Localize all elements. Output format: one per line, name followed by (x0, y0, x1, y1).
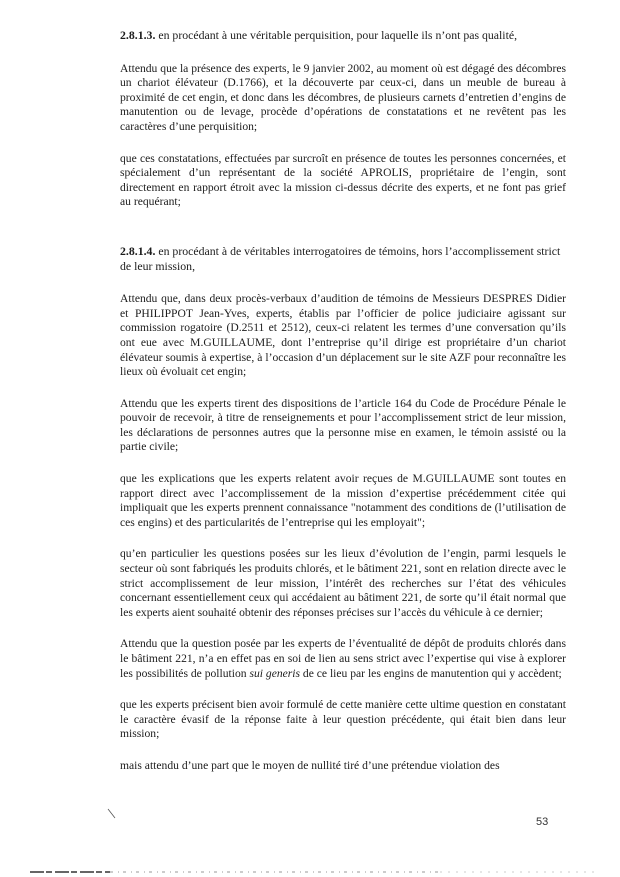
paragraph: que ces constatations, effectuées par surcroît en présence de toutes les personnes concernées, et spécialement d’un représentant de la société APROLIS, propriétaire de l’engin, sont directement en rapport étroit avec la mission ci-dessus décrite des experts, et ne font pas grief au requérant; (120, 151, 566, 209)
paragraph-text: Attendu que la question posée par les experts de l’éventualité de dépôt de produits chlorés dans le bâtiment 221, n’a en effet pas en soi de lien au sens strict avec l’expertise qui vise à explorer les possibilités de pollution (120, 637, 566, 680)
scan-edge-artifact (0, 870, 620, 874)
page-number: 53 (536, 816, 549, 828)
italic-term: sui generis (249, 666, 301, 680)
paragraph: qu’en particulier les questions posées sur les lieux d’évolution de l’engin, parmi lesquels le secteur où sont fabriqués les produits chlorés, et le bâtiment 221, sont en relation directe avec le strict accomplissement de leur mission, l’intérêt des recherches sur l’état des véhicules concernant essentiellement ceux qui accédaient au bâtiment 221, de sorte qu’il était normal que les experts aient souhaité obtenir des réponses précises sur l’accès du véhicule à ce dernier; (120, 547, 566, 619)
paragraph: Attendu que la présence des experts, le 9 janvier 2002, au moment où est dégagé des décombres un chariot élévateur (D.1766), et la découverte par ceux-ci, dans un meuble de bureau à proximité de cet engin, et donc dans les décombres, de plusieurs carnets d’entretien d’engins de manutention ou de levage, procède d’opérations de constatations et ne revêtent pas les caractères d’une perquisition; (120, 61, 566, 133)
paragraph: mais attendu d’une part que le moyen de nullité tiré d’une prétendue violation des (120, 758, 500, 772)
section-heading-2-8-1-4 (120, 244, 566, 273)
document-body (120, 28, 566, 774)
section-number: 2.8.1.3. (120, 28, 156, 42)
section-heading-2-8-1-3 (120, 28, 566, 43)
paragraph: Attendu que les experts tirent des dispositions de l’article 164 du Code de Procédure Pénale le pouvoir de recevoir, à titre de renseignements et pour l’accomplissement strict de leur mission, les déclarations de personnes autres que la personne mise en examen, le témoin assisté ou la partie civile; (120, 396, 566, 454)
scan-artifact-mark (107, 808, 117, 820)
section-number: 2.8.1.4. (120, 243, 156, 258)
paragraph: que les experts précisent bien avoir formulé de cette manière cette ultime question en constatant le caractère évasif de la réponse faite à leur question précédente, qui était bien dans leur mission; (120, 698, 566, 741)
section-title: en procédant à de véritables interrogatoires de témoins, hors l’accomplissement strict de leur mission, (120, 243, 561, 273)
paragraph-text: de ce lieu par les engins de manutention qui y accèdent; (300, 666, 562, 680)
paragraph: que les explications que les experts relatent avoir reçues de M.GUILLAUME sont toutes en rapport direct avec l’accomplissement de la mission d’expertise précédemment citée qui impliquait que les experts prennent connaissance "notamment des conditions de (l’utilisation de ces engins) et des particularités de l’entreprise qui les employait"; (120, 472, 566, 529)
paragraph: Attendu que, dans deux procès-verbaux d’audition de témoins de Messieurs DESPRES Didier et PHILIPPOT Jean-Yves, experts, établis par l’officier de police judiciaire agissant sur commission rogatoire (D.2511 et 2512), ceux-ci relatent les termes d’une conversation qu’ils ont eue avec M.GUILLAUME, dont l’entreprise qu’il dirige est propriétaire d’un chariot élévateur soumis à expertise, à l’occasion d’un déplacement sur le site AZF pour reconnaître les lieux où évoluait cet engin; (120, 292, 566, 379)
paragraph-with-italic (120, 637, 566, 681)
section-title: en procédant à une véritable perquisition, pour laquelle ils n’ont pas qualité, (155, 28, 518, 42)
